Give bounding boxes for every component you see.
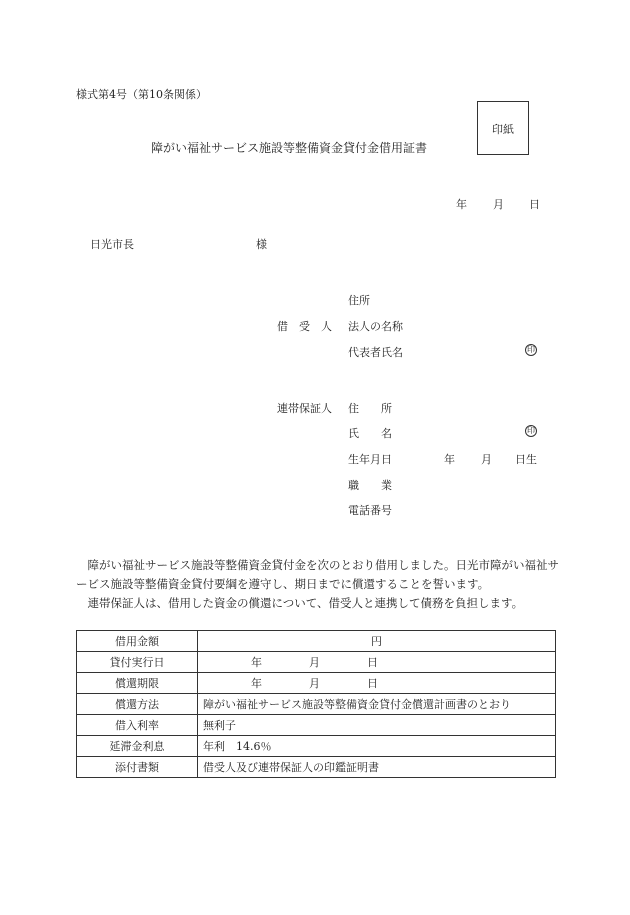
guarantor-name-label: 氏 名 [348,427,392,440]
loan-amount-value: 円 [198,631,556,652]
loan-date-value [198,652,556,673]
loan-date-year: 年 [251,656,262,669]
date-year: 年 [456,198,467,211]
borrower-corp-name-label: 法人の名称 [348,320,403,333]
loan-details-table [76,630,556,778]
guarantor-role: 連帯保証人 [277,402,332,415]
guarantor-address-label: 住 所 [348,402,392,415]
interest-rate-label: 借入利率 [77,715,198,736]
body-text [76,556,562,613]
repay-deadline-year: 年 [251,677,262,690]
borrower-seal-mark: 印 [527,345,535,354]
guarantor-birth-label: 生年月日 [348,453,392,466]
attachments-value: 借受人及び連帯保証人の印鑑証明書 [198,757,556,778]
loan-date-month: 月 [309,656,320,669]
table-row [77,652,556,673]
body-paragraph-2: 連帯保証人は、借用した資金の償還について、借受人と連携して債務を負担します。 [76,596,524,610]
late-interest-value: 年利 14.6％ [198,736,556,757]
interest-rate-value: 無利子 [198,715,556,736]
table-row [77,757,556,778]
form-number: 様式第4号（第10条関係） [76,88,207,101]
repay-method-label: 償還方法 [77,694,198,715]
date-day: 日 [529,198,540,211]
borrower-representative-label: 代表者氏名 [348,346,403,359]
loan-date-day: 日 [367,656,378,669]
addressee-name: 日光市長 [90,238,134,251]
guarantor-phone-label: 電話番号 [348,504,392,517]
guarantor-birth-day: 日生 [515,453,537,466]
table-row [77,715,556,736]
loan-date-label: 貸付実行日 [77,652,198,673]
guarantor-occupation-label: 職 業 [348,479,392,492]
attachments-label: 添付書類 [77,757,198,778]
guarantor-seal-mark: 印 [527,426,535,435]
document-title: 障がい福祉サービス施設等整備資金貸付金借用証書 [151,141,428,155]
guarantor-birth-year: 年 [444,453,455,466]
body-paragraph-1: 障がい福祉サービス施設等整備資金貸付金を次のとおり借用しました。日光市障がい福祉サービス施設等整備資金貸付要綱を遵守し、期日までに償還することを誓います。 [76,558,559,591]
repay-deadline-month: 月 [309,677,320,690]
repay-method-value: 障がい福祉サービス施設等整備資金貸付金償還計画書のとおり [198,694,556,715]
table-row [77,694,556,715]
loan-amount-label: 借用金額 [77,631,198,652]
addressee-honorific: 様 [256,238,267,251]
repay-deadline-value [198,673,556,694]
guarantor-birth-month: 月 [481,453,492,466]
date-month: 月 [493,198,504,211]
repay-deadline-label: 償還期限 [77,673,198,694]
table-row [77,673,556,694]
table-row [77,631,556,652]
table-row [77,736,556,757]
stamp-label: 印紙 [492,123,514,136]
revenue-stamp-box [477,101,529,155]
borrower-role: 借 受 人 [277,320,332,333]
borrower-address-label: 住所 [348,294,370,307]
late-interest-label: 延滞金利息 [77,736,198,757]
repay-deadline-day: 日 [367,677,378,690]
